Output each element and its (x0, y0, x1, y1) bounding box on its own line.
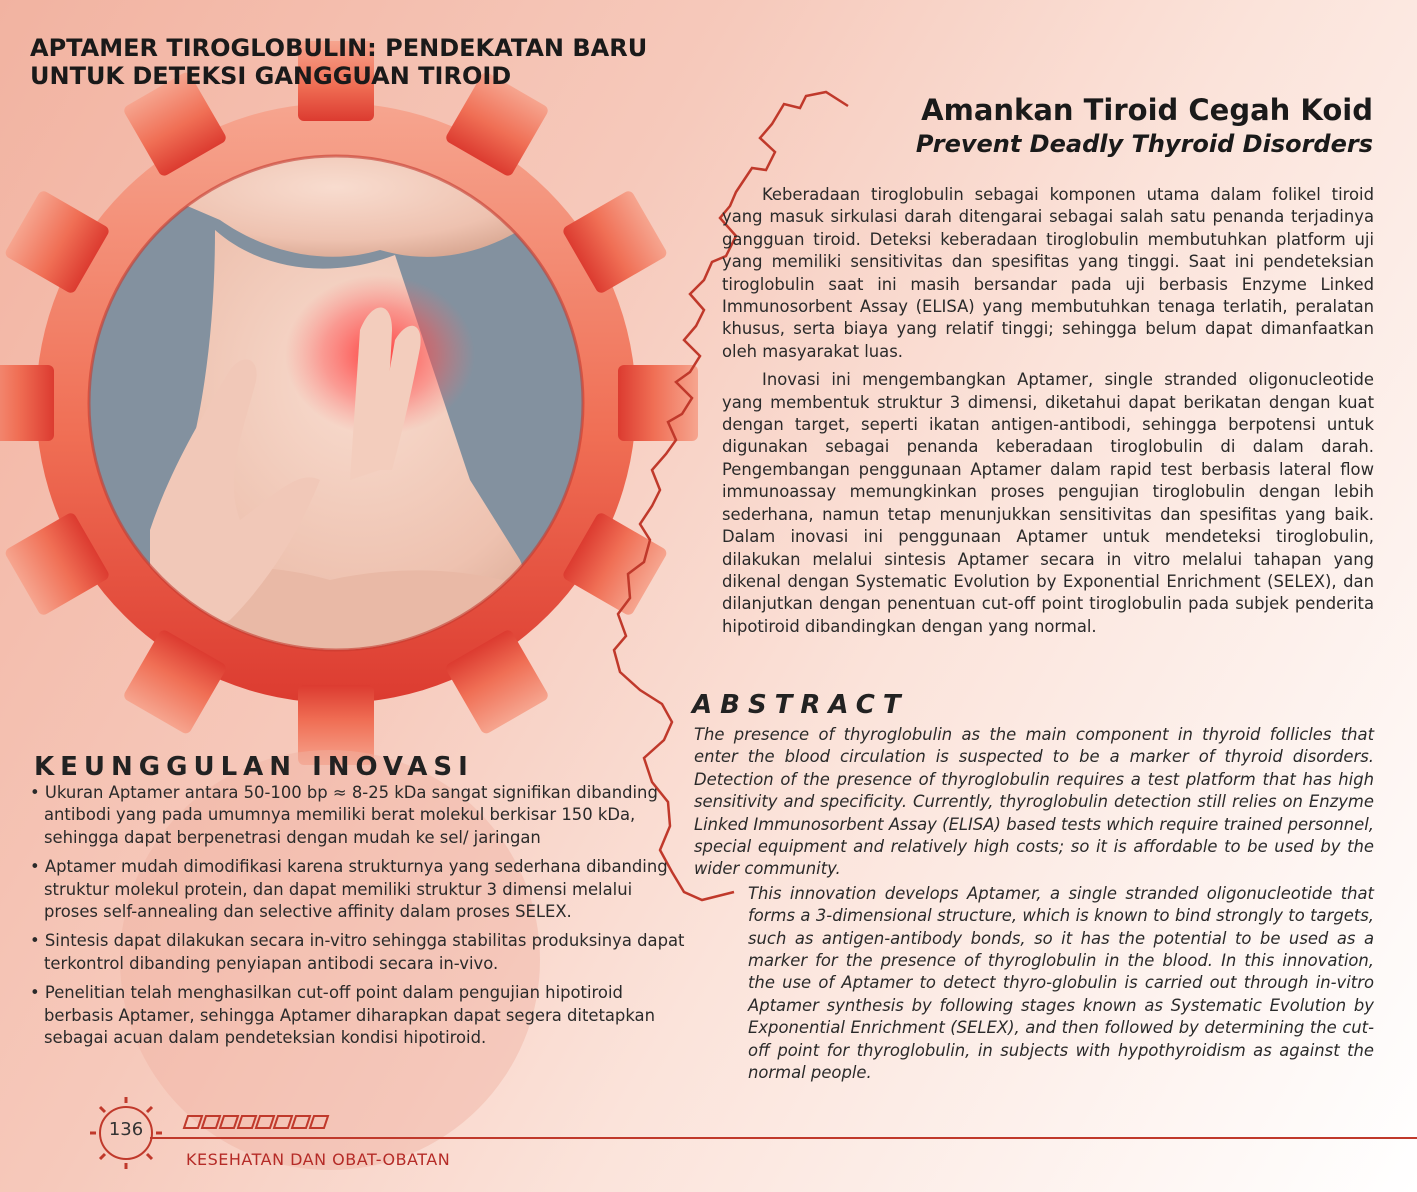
advantages-list (30, 782, 690, 1056)
heading-english: Prevent Deadly Thyroid Disorders (915, 130, 1373, 158)
advantages-heading: KEUNGGULAN INOVASI (34, 752, 474, 782)
abstract-heading: ABSTRACT (692, 690, 909, 720)
list-item: • Penelitian telah menghasilkan cut-off point dalam pengujian hipotiroid berbasis Aptamer, sehingga Aptamer diharapkan dapat segera ditetapkan sebagai acuan dalam pendeteksian kondisi hipotiroid. (30, 982, 690, 1049)
section-label: KESEHATAN DAN OBAT-OBATAN (186, 1150, 451, 1169)
abstract-paragraph-2: This innovation develops Aptamer, a single stranded oligonucleotide that forms a 3-dimensional structure, which is known to bind strongly to targets, such as antigen-antibody bonds, so it has the potential to be used as a marker for the presence of thyroglobulin in the blood. In this innovation, the use of Aptamer to detect thyro-globulin is carried out through in-vitro Aptamer synthesis by following stages known as Systematic Evolution by Exponential Enrichment (SELEX), and then followed by determining the cut-off point for thyroglobulin, in subjects with hypothyroidism as against the normal people. (748, 883, 1374, 1083)
list-item: • Ukuran Aptamer antara 50-100 bp ≈ 8-25 kDa sangat signifikan dibanding antibodi yang pada umumnya memiliki berat molekul berkisar 150 kDa, sehingga dapat berpenetrasi dengan mudah ke sel/ jaringan (30, 782, 690, 849)
list-item: • Sintesis dapat dilakukan secara in-vitro sehingga stabilitas produksinya dapat terkontrol dibanding penyiapan antibodi secara in-vivo. (30, 930, 690, 975)
abstract-paragraph-1: The presence of thyroglobulin as the main component in thyroid follicles that enter the blood circulation is suspected to be a marker of thyroid disorders. Detection of the presence of thyroglobulin requires a test platform that has high sensitivity and specificity. Currently, thyroglobulin detection still relies on Enzyme Linked Immunosorbent Assay (ELISA) based tests which require trained personnel, special equipment and relatively high costs; so it is affordable to be used by the wider community. (694, 725, 1374, 879)
body-indonesian (722, 184, 1374, 644)
page-title: APTAMER TIROGLOBULIN: PENDEKATAN BARU UNTUK DETEKSI GANGGUAN TIROID (30, 34, 648, 90)
page-number: 136 (108, 1119, 144, 1140)
body-paragraph-1: Keberadaan tiroglobulin sebagai komponen utama dalam folikel tiroid yang masuk sirkulasi darah ditengarai sebagai salah satu penanda terjadinya gangguan tiroid. Deteksi keberadaan tiroglobulin membutuhkan platform uji yang memiliki sensitivitas dan spesifitas yang tinggi. Saat ini pendeteksian tiroglobulin saat ini masih bersandar pada uji berbasis Enzyme Linked Immunosorbent Assay (ELISA) yang membutuhkan tenaga terlatih, peralatan khusus, serta biaya yang relatif tinggi; sehingga belum dapat dimanfaatkan oleh masyarakat luas. (722, 185, 1374, 361)
footer-rule (150, 1137, 1417, 1139)
heading-indonesian: Amankan Tiroid Cegah Koid (921, 93, 1373, 127)
body-paragraph-2: Inovasi ini mengembangkan Aptamer, single stranded oligonucleotide yang membentuk struktur 3 dimensi, diketahui dapat berikatan dengan kuat dengan target, seperti ikatan antigen-antibodi, sehingga berpotensi untuk digunakan sebagai penanda keberadaan tiroglobulin di dalam darah. Pengembangan penggunaan Aptamer dalam rapid test berbasis lateral flow immunoassay memungkinkan proses pengujian tiroglobulin dengan lebih sederhana, namun tetap menunjukkan sensitivitas dan spesifitas yang baik. Dalam inovasi ini penggunaan Aptamer untuk mendeteksi tiroglobulin, dilakukan melalui sintesis Aptamer secara in vitro melalui tahapan yang dikenal dengan Systematic Evolution by Exponential Enrichment (SELEX), dan dilanjutkan dengan penentuan cut-off point tiroglobulin pada subjek penderita hipotiroid dibandingkan dengan yang normal. (722, 370, 1374, 636)
abstract-body (694, 724, 1374, 1085)
list-item: • Aptamer mudah dimodifikasi karena strukturnya yang sederhana dibanding struktur molekul protein, dan dapat memiliki struktur 3 dimensi melalui proses self-annealing dan selective affinity dalam proses SELEX. (30, 856, 690, 923)
